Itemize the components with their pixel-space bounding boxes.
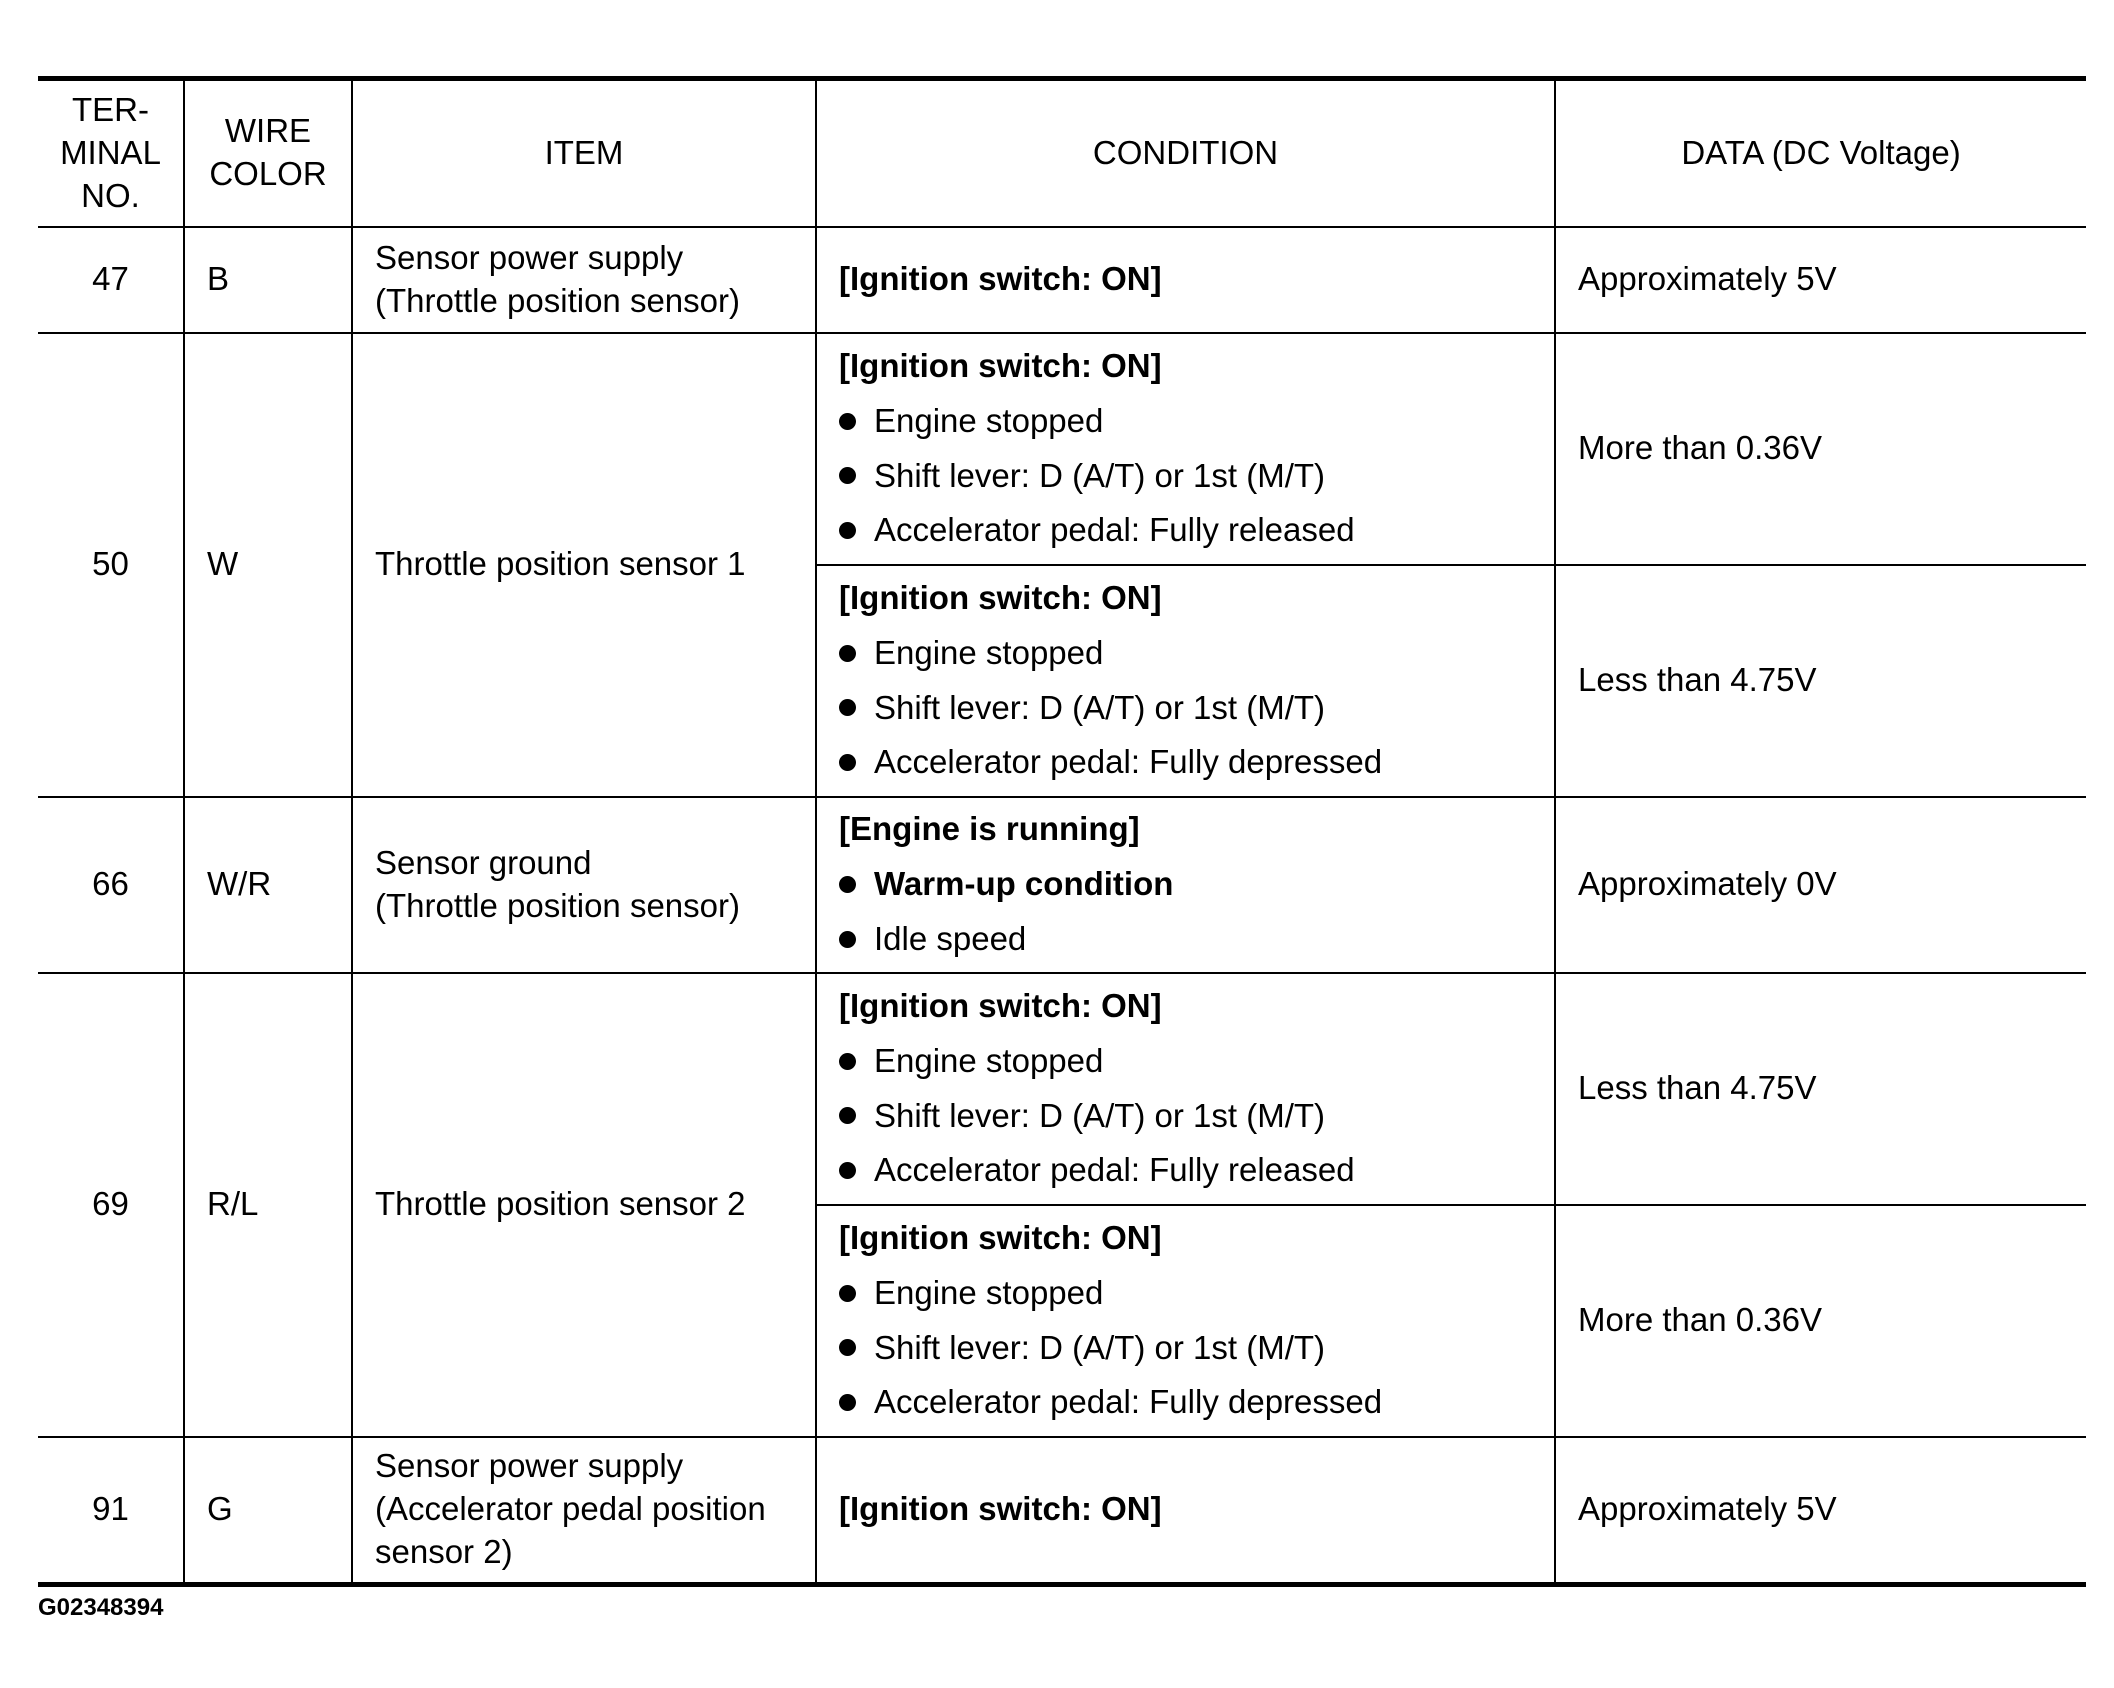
item-line: (Throttle position sensor) (375, 886, 740, 924)
condition-cell (816, 333, 1555, 565)
bullet-text: Warm-up condition (874, 865, 1174, 903)
condition-cell (816, 1437, 1555, 1585)
bullet-text: Engine stopped (874, 1273, 1104, 1311)
condition-heading: [Ignition switch: ON] (839, 260, 1162, 298)
condition-heading: [Ignition switch: ON] (839, 1490, 1162, 1528)
header-data-line: DATA (DC Voltage) (1681, 133, 1961, 171)
dc-voltage-cell: Approximately 0V (1555, 797, 2086, 973)
condition-bullet (839, 918, 1532, 961)
item-line: (Throttle position sensor) (375, 281, 740, 319)
dc-voltage-cell: Less than 4.75V (1555, 565, 2086, 797)
table-row (38, 1437, 2086, 1585)
bullet-dot-icon (839, 645, 856, 662)
wire-color-cell: W/R (184, 797, 352, 973)
bullet-text: Engine stopped (874, 1041, 1104, 1079)
header-item (352, 79, 816, 227)
bullet-dot-icon (839, 1394, 856, 1411)
table-row (38, 797, 2086, 973)
header-condition (816, 79, 1555, 227)
terminal-no-cell: 69 (38, 973, 184, 1437)
condition-cell (816, 565, 1555, 797)
table-body (38, 227, 2086, 1585)
terminal-no-cell: 47 (38, 227, 184, 333)
header-terminal-no (38, 79, 184, 227)
condition-bullet (839, 1272, 1532, 1315)
dc-voltage-cell: Less than 4.75V (1555, 973, 2086, 1205)
terminal-no-cell: 66 (38, 797, 184, 973)
figure-id: G02348394 (38, 1594, 164, 1621)
header-item-line: ITEM (544, 133, 624, 171)
condition-bullet (839, 1327, 1532, 1370)
wire-color-cell: W (184, 333, 352, 797)
condition-bullet (839, 863, 1532, 906)
dc-voltage-cell: More than 0.36V (1555, 1205, 2086, 1437)
bullet-text: Shift lever: D (A/T) or 1st (M/T) (874, 1096, 1326, 1134)
condition-cell (816, 1205, 1555, 1437)
table-row (38, 227, 2086, 333)
terminal-data-table (38, 76, 2086, 1587)
wire-color-cell: B (184, 227, 352, 333)
bullet-dot-icon (839, 754, 856, 771)
table-row (38, 973, 2086, 1205)
item-cell (352, 973, 816, 1437)
terminal-no-cell: 91 (38, 1437, 184, 1585)
condition-cell (816, 973, 1555, 1205)
bullet-dot-icon (839, 1162, 856, 1179)
dc-voltage-cell: Approximately 5V (1555, 1437, 2086, 1585)
condition-bullet (839, 741, 1532, 784)
bullet-dot-icon (839, 467, 856, 484)
item-line: (Accelerator pedal position (375, 1490, 766, 1528)
bullet-dot-icon (839, 1053, 856, 1070)
item-line: Throttle position sensor 1 (375, 545, 746, 583)
condition-bullet (839, 1149, 1532, 1192)
condition-heading: [Engine is running] (839, 810, 1140, 848)
condition-bullet (839, 1040, 1532, 1083)
bullet-dot-icon (839, 931, 856, 948)
item-cell (352, 797, 816, 973)
header-terminal-line: NO. (81, 176, 140, 214)
header-wire-line: WIRE (224, 112, 312, 150)
condition-bullet (839, 455, 1532, 498)
header-data (1555, 79, 2086, 227)
condition-heading: [Ignition switch: ON] (839, 346, 1162, 384)
condition-heading: [Ignition switch: ON] (839, 1218, 1162, 1256)
wire-color-cell: G (184, 1437, 352, 1585)
table-row (38, 333, 2086, 565)
bullet-text: Accelerator pedal: Fully released (874, 1151, 1355, 1189)
table-header-row (38, 79, 2086, 227)
bullet-dot-icon (839, 876, 856, 893)
item-line: Sensor ground (375, 843, 592, 881)
condition-bullet (839, 509, 1532, 552)
bullet-dot-icon (839, 1339, 856, 1356)
item-line: sensor 2) (375, 1533, 513, 1571)
condition-bullet (839, 1095, 1532, 1138)
bullet-text: Shift lever: D (A/T) or 1st (M/T) (874, 688, 1326, 726)
bullet-dot-icon (839, 1107, 856, 1124)
bullet-dot-icon (839, 522, 856, 539)
bullet-text: Shift lever: D (A/T) or 1st (M/T) (874, 1328, 1326, 1366)
header-wire-color (184, 79, 352, 227)
condition-bullet (839, 687, 1532, 730)
header-terminal-line: TER- (72, 90, 149, 128)
wire-color-cell: R/L (184, 973, 352, 1437)
item-cell (352, 1437, 816, 1585)
bullet-text: Idle speed (874, 919, 1027, 957)
bullet-text: Accelerator pedal: Fully depressed (874, 1383, 1383, 1421)
item-cell (352, 333, 816, 797)
terminal-no-cell: 50 (38, 333, 184, 797)
item-line: Throttle position sensor 2 (375, 1185, 746, 1223)
bullet-dot-icon (839, 413, 856, 430)
bullet-text: Shift lever: D (A/T) or 1st (M/T) (874, 456, 1326, 494)
bullet-text: Engine stopped (874, 401, 1104, 439)
bullet-text: Accelerator pedal: Fully released (874, 511, 1355, 549)
dc-voltage-cell: More than 0.36V (1555, 333, 2086, 565)
condition-bullet (839, 1381, 1532, 1424)
bullet-text: Engine stopped (874, 633, 1104, 671)
item-cell (352, 227, 816, 333)
condition-heading: [Ignition switch: ON] (839, 578, 1162, 616)
dc-voltage-cell: Approximately 5V (1555, 227, 2086, 333)
condition-cell (816, 797, 1555, 973)
header-condition-line: CONDITION (1092, 133, 1279, 171)
condition-bullet (839, 400, 1532, 443)
item-line: Sensor power supply (375, 238, 684, 276)
bullet-dot-icon (839, 1285, 856, 1302)
header-terminal-line: MINAL (60, 133, 161, 171)
condition-cell (816, 227, 1555, 333)
condition-bullet (839, 632, 1532, 675)
bullet-dot-icon (839, 699, 856, 716)
item-line: Sensor power supply (375, 1447, 684, 1485)
bullet-text: Accelerator pedal: Fully depressed (874, 743, 1383, 781)
condition-heading: [Ignition switch: ON] (839, 986, 1162, 1024)
header-wire-line: COLOR (209, 155, 327, 193)
